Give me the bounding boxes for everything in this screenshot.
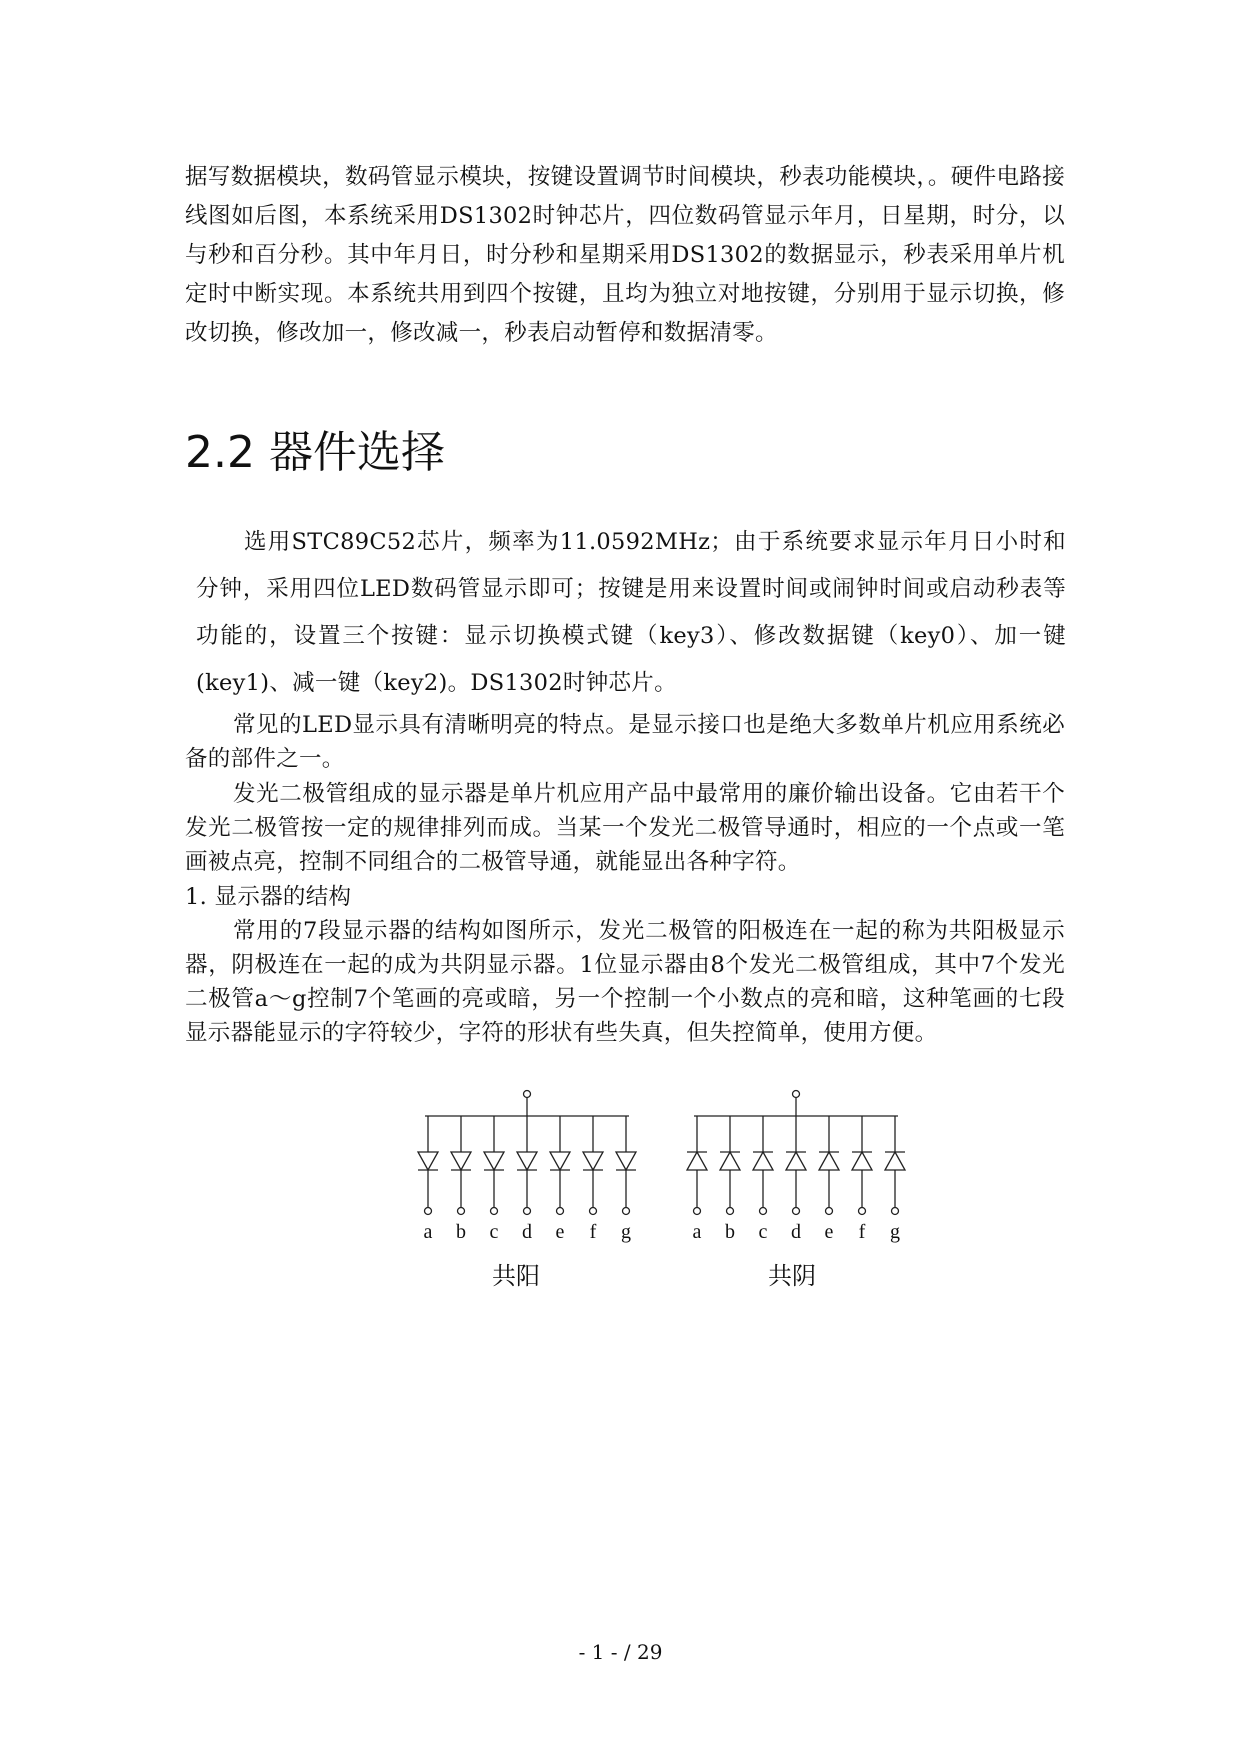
cathode-pin-label-f: f [858, 1221, 866, 1243]
led-paragraph-1: 常见的LED显示具有清晰明亮的特点。是显示接口也是绝大多数单片机应用系统必备的部件之一。 [185, 712, 1065, 772]
cathode-diode-d [786, 1152, 806, 1170]
cathode-pin-b [727, 1208, 734, 1215]
anode-pin-label-g: g [621, 1221, 631, 1243]
structure-paragraph: 常用的7段显示器的结构如图所示，发光二极管的阳极连在一起的称为共阳极显示器，阴极连在一起的成为共阴显示器。1位显示器由8个发光二极管组成，其中7个发光二极管a～g控制7个笔画的亮或暗，另一个控制一个小数点的亮和暗，这种笔画的七段显示器能显示的字符较少，字符的形状有些失真，但失控简单，使用方便。 [185, 918, 1065, 1046]
anode-pin-label-e: e [555, 1221, 565, 1243]
cathode-diode-g [885, 1152, 905, 1170]
anode-diode-g [616, 1152, 636, 1170]
cathode-pin-label-d: d [791, 1221, 801, 1243]
anode-pin-label-d: d [522, 1221, 532, 1243]
anode-diode-d [517, 1152, 537, 1170]
anode-pin-a [425, 1208, 432, 1215]
anode-pin-label-c: c [489, 1221, 499, 1243]
anode-pin-b [458, 1208, 465, 1215]
page-number: - 1 - / 29 [578, 1640, 663, 1664]
list-item-structure: 1. 显示器的结构 [185, 884, 352, 910]
cathode-pin-label-a: a [692, 1221, 702, 1243]
anode-diode-f [583, 1152, 603, 1170]
anode-pin-f [590, 1208, 597, 1215]
anode-diode-e [550, 1152, 570, 1170]
cathode-pin-g [892, 1208, 899, 1215]
cathode-pin-label-e: e [824, 1221, 834, 1243]
cathode-pin-a [694, 1208, 701, 1215]
anode-diode-b [451, 1152, 471, 1170]
caption-common-anode: 共阳 [492, 1262, 540, 1290]
anode-pin-e [557, 1208, 564, 1215]
anode-diode-c [484, 1152, 504, 1170]
cathode-pin-label-b: b [725, 1221, 735, 1243]
device-paragraph: 选用STC89C52芯片，频率为11.0592MHz；由于系统要求显示年月日小时和分钟，采用四位LED数码管显示即可；按键是用来设置时间或闹钟时间或启动秒表等功能的，设置三个按键：显示切换模式键（key3）、修改数据键（key0）、加一键(key1)、减一键（key2)。DS1302时钟芯片。 [196, 529, 1066, 696]
cathode-diode-b [720, 1152, 740, 1170]
cathode-pin-e [826, 1208, 833, 1215]
anode-common-terminal [524, 1091, 531, 1098]
cathode-pin-d [793, 1208, 800, 1215]
anode-pin-label-a: a [423, 1221, 433, 1243]
cathode-common-terminal [793, 1091, 800, 1098]
anode-pin-c [491, 1208, 498, 1215]
body-paragraph-1: 据写数据模块，数码管显示模块，按键设置调节时间模块，秒表功能模块，。硬件电路接线图如后图，本系统采用DS1302时钟芯片，四位数码管显示年月，日星期，时分，以与秒和百分秒。其中年月日，时分秒和星期采用DS1302的数据显示，秒表采用单片机定时中断实现。本系统共用到四个按键，且均为独立对地按键，分别用于显示切换，修改切换，修改加一，修改减一，秒表启动暂停和数据清零。 [185, 164, 1065, 346]
anode-pin-label-b: b [456, 1221, 466, 1243]
cathode-diode-f [852, 1152, 872, 1170]
cathode-pin-c [760, 1208, 767, 1215]
seven-segment-circuit-diagram [400, 1080, 920, 1250]
section-heading: 2.2 器件选择 [185, 427, 445, 478]
cathode-pin-f [859, 1208, 866, 1215]
cathode-pin-label-c: c [758, 1221, 768, 1243]
anode-pin-label-f: f [589, 1221, 597, 1243]
cathode-diode-a [687, 1152, 707, 1170]
anode-pin-g [623, 1208, 630, 1215]
common-cathode-circuit [687, 1091, 905, 1244]
anode-diode-a [418, 1152, 438, 1170]
cathode-diode-c [753, 1152, 773, 1170]
cathode-diode-e [819, 1152, 839, 1170]
led-paragraph-2: 发光二极管组成的显示器是单片机应用产品中最常用的廉价输出设备。它由若干个发光二极管按一定的规律排列而成。当某一个发光二极管导通时，相应的一个点或一笔画被点亮，控制不同组合的二极管导通，就能显出各种字符。 [185, 781, 1065, 875]
anode-pin-d [524, 1208, 531, 1215]
common-anode-circuit [418, 1091, 636, 1244]
cathode-pin-label-g: g [890, 1221, 900, 1243]
caption-common-cathode: 共阴 [768, 1262, 816, 1290]
